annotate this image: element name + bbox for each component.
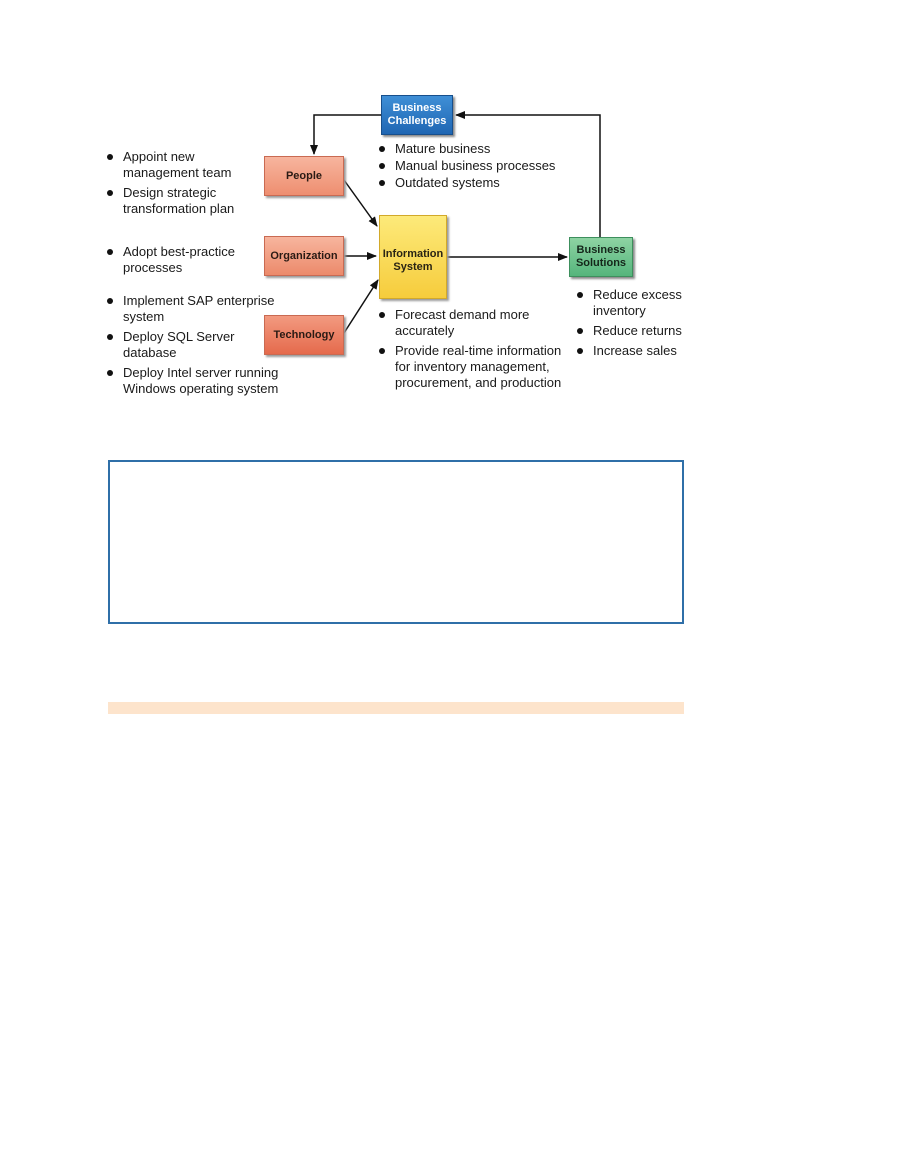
information-system-label-line2: System [393, 261, 433, 273]
list-item: Forecast demand more accurately [378, 307, 578, 339]
list-item: Mature business [378, 141, 578, 157]
information-system-label-line1: Information [382, 248, 444, 260]
technology-label: Technology [273, 328, 335, 341]
business-challenges-label-line1: Business [392, 102, 442, 114]
business-challenges-label-line2: Challenges [387, 115, 447, 127]
empty-frame [108, 460, 684, 624]
list-item: Implement SAP enterprise system [106, 293, 291, 325]
arrow-challenges-to-people [314, 115, 381, 154]
peach-divider-bar [108, 702, 684, 714]
information-system-box [379, 215, 447, 299]
list-item: Deploy SQL Server database [106, 329, 291, 361]
list-item: Deploy Intel server running Windows operating system [106, 365, 291, 397]
list-item: Increase sales [576, 343, 696, 359]
people-list [106, 149, 256, 221]
list-item: Design strategic transformation plan [106, 185, 256, 217]
business-solutions-label-line1: Business [576, 244, 626, 256]
list-item: Adopt best-practice processes [106, 244, 256, 276]
business-challenges-list [378, 141, 578, 192]
business-challenges-box [381, 95, 453, 135]
list-item: Provide real-time information for inventory management, procurement, and production [378, 343, 578, 391]
list-item: Manual business processes [378, 158, 578, 174]
organization-label: Organization [270, 249, 338, 262]
organization-list [106, 244, 256, 276]
list-item: Appoint new management team [106, 149, 256, 181]
business-solutions-label-line2: Solutions [575, 257, 627, 269]
people-label: People [285, 169, 323, 182]
organization-box [264, 236, 344, 276]
technology-list [106, 293, 291, 401]
list-item: Outdated systems [378, 175, 578, 191]
list-item: Reduce returns [576, 323, 696, 339]
business-solutions-box [569, 237, 633, 277]
business-solutions-list [576, 287, 696, 363]
information-system-list [378, 307, 578, 395]
arrow-tech-to-info [344, 280, 378, 333]
list-item: Reduce excess inventory [576, 287, 696, 319]
arrow-people-to-info [344, 180, 377, 226]
people-box [264, 156, 344, 196]
